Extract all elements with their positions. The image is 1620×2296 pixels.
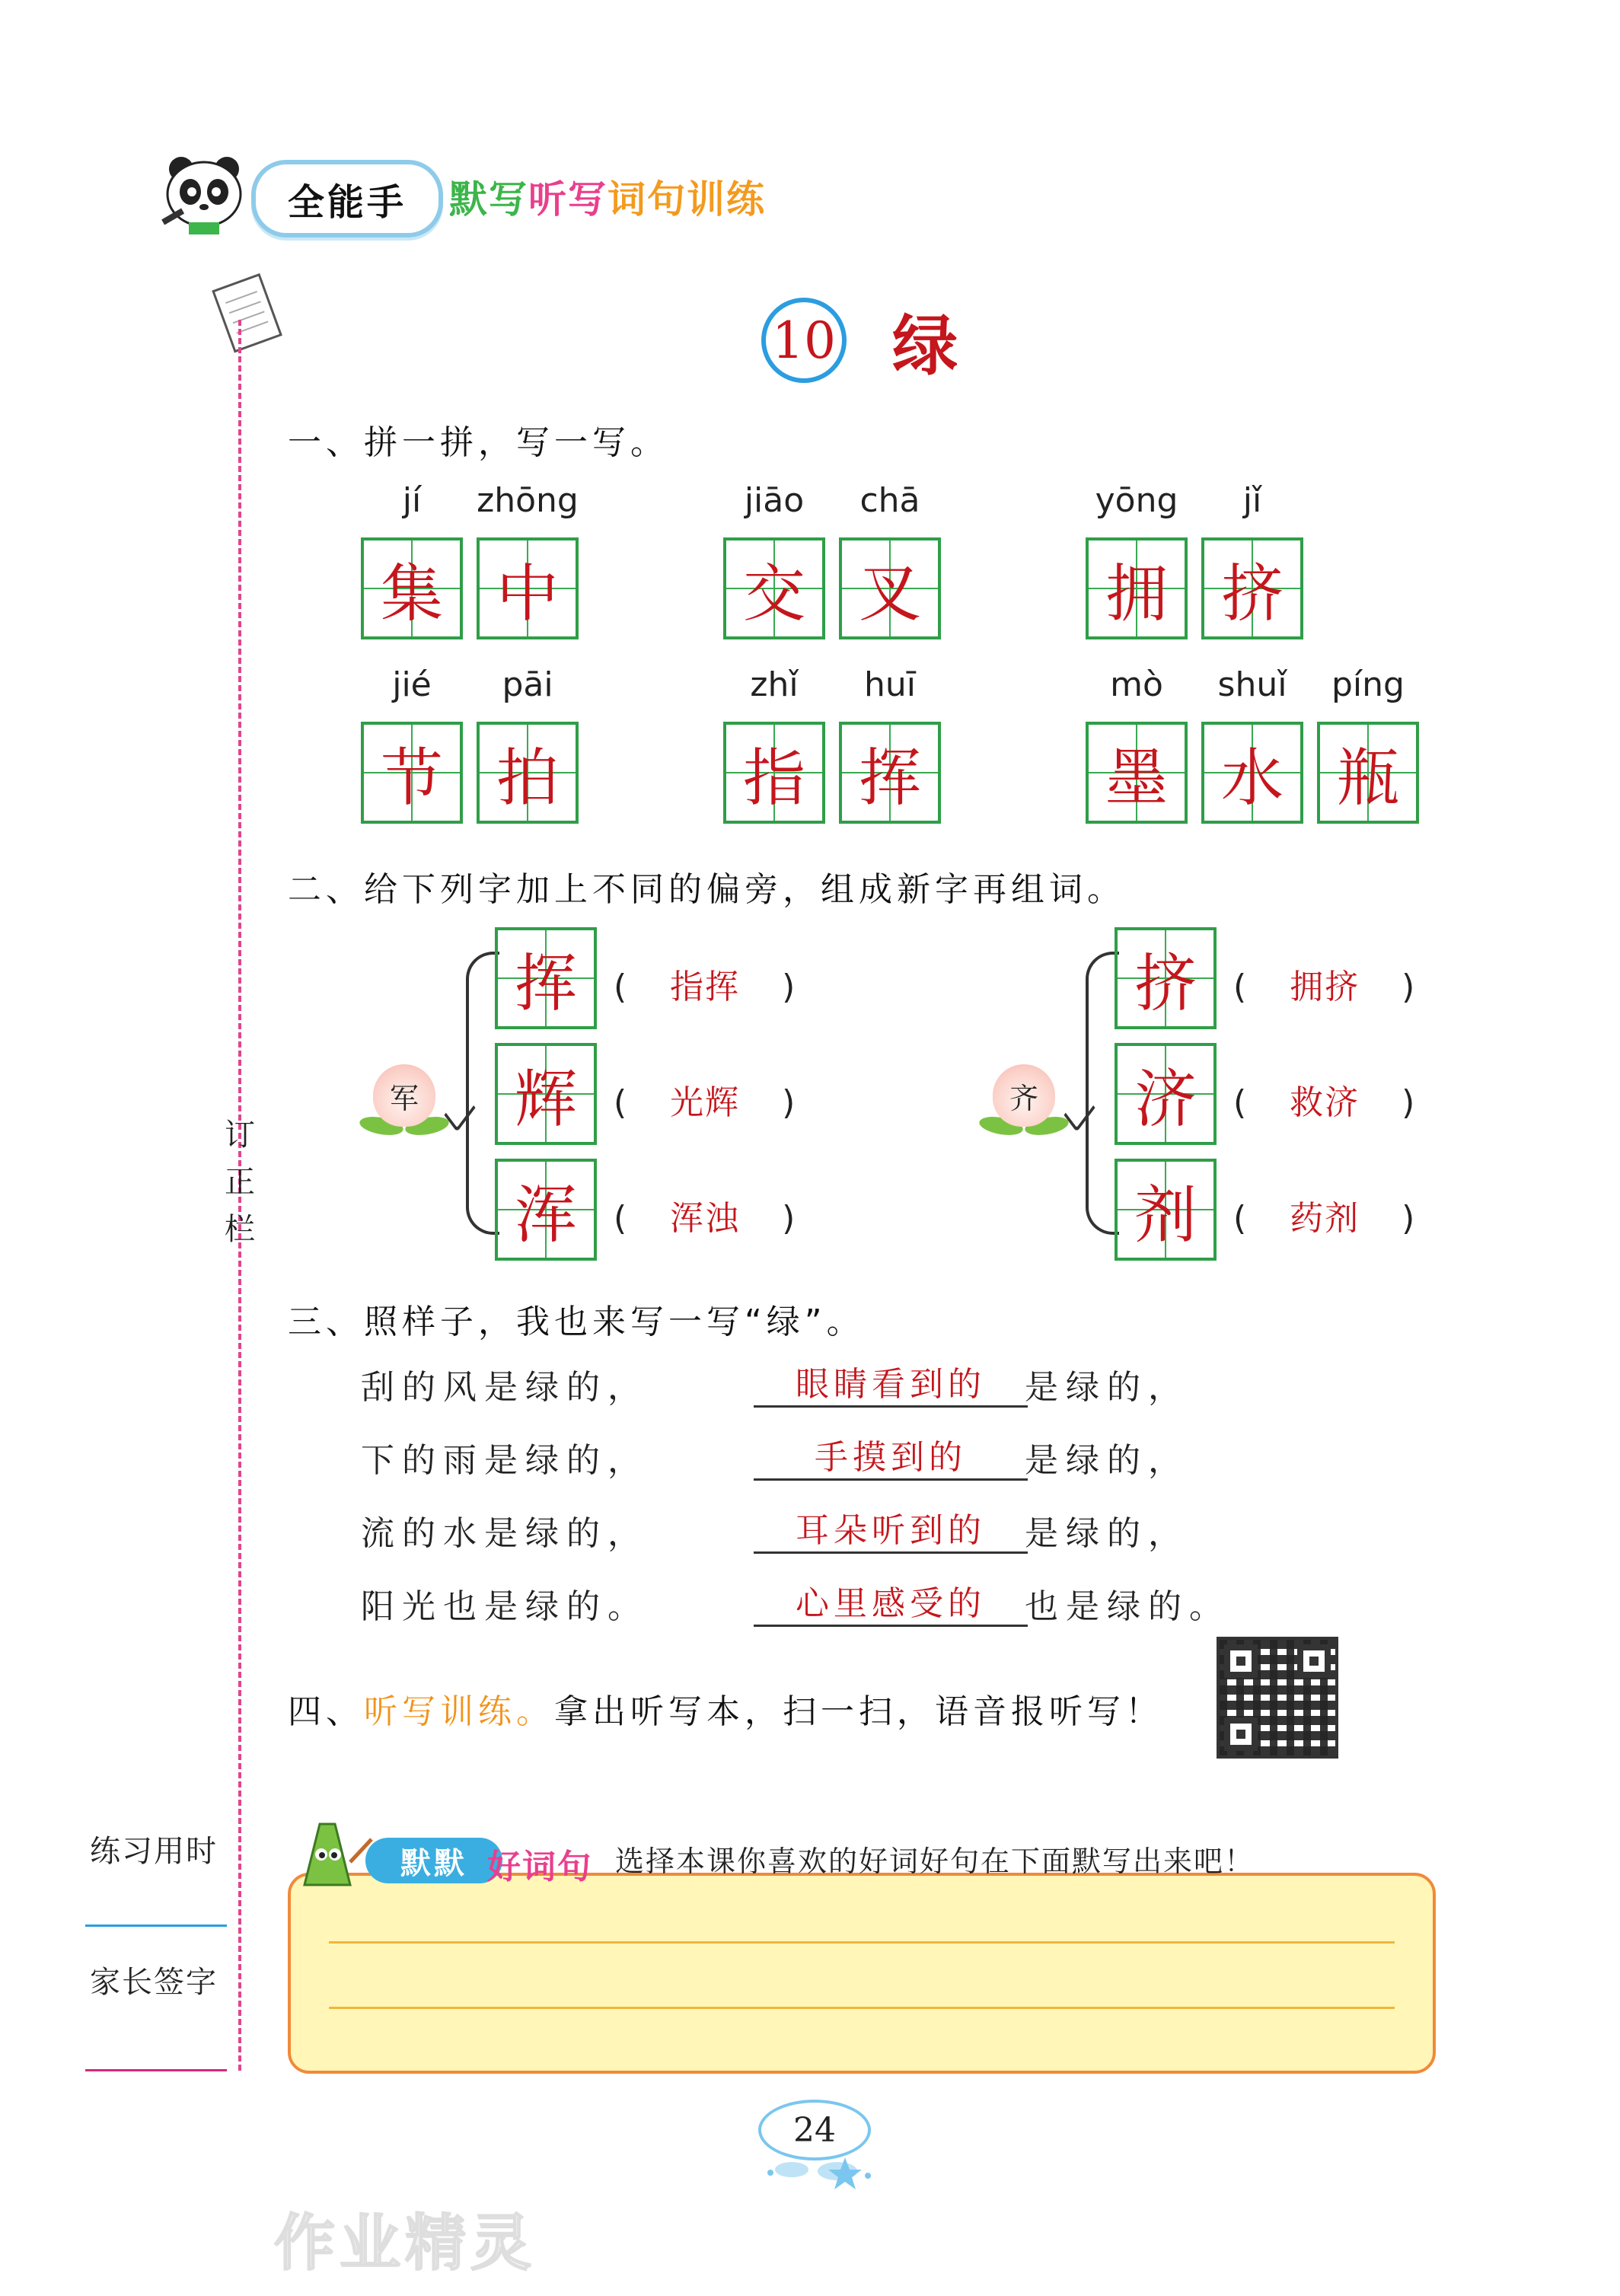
fill-blank[interactable]: 耳朵听到的 (754, 1503, 1028, 1554)
writing-box[interactable]: 叉 (839, 537, 941, 639)
writing-box[interactable]: 墨 (1086, 722, 1188, 824)
writing-box[interactable]: 剂 (1115, 1159, 1217, 1261)
sentence-lead: 阳光也是绿的。 (361, 1587, 649, 1626)
writing-box[interactable]: 拥 (1086, 537, 1188, 639)
sentence-tail: 是绿的， (1025, 1514, 1189, 1553)
good-words-badge (274, 1816, 601, 1889)
watermark-text: 作业精灵 (274, 2208, 536, 2278)
writing-box[interactable]: 水 (1201, 722, 1303, 824)
good-words-writing-area[interactable] (288, 1873, 1436, 2074)
pinyin-label: jiāo (744, 481, 805, 520)
pencil-mascot-icon (274, 1816, 373, 1893)
word-answer: ( 光辉 ) (614, 1083, 797, 1122)
writing-box[interactable]: 集 (361, 537, 463, 639)
pinyin-label: pāi (502, 665, 553, 704)
writing-box[interactable]: 瓶 (1317, 722, 1419, 824)
sentence-lead: 下的雨是绿的， (361, 1441, 649, 1480)
writing-box[interactable]: 节 (361, 722, 463, 824)
panda-mascot-icon (158, 152, 250, 236)
root-character: 军 (373, 1064, 435, 1127)
word-answer: ( 指挥 ) (614, 968, 797, 1006)
writing-box[interactable]: 济 (1115, 1043, 1217, 1145)
lesson-number: 10 (761, 298, 847, 383)
badge-title: 好词句 (487, 1848, 592, 1886)
sentence-tail: 是绿的， (1025, 1441, 1189, 1480)
writing-box[interactable]: 拍 (477, 722, 579, 824)
correction-column-label: 订 正 栏 (225, 1118, 255, 1247)
badge-pill-text: 默默 (365, 1838, 502, 1883)
root-character: 齐 (993, 1064, 1055, 1127)
sentence-tail: 也是绿的。 (1025, 1587, 1230, 1626)
sentence-lead: 刮的风是绿的， (361, 1368, 649, 1407)
writing-box[interactable]: 浑 (495, 1159, 597, 1261)
pinyin-label: píng (1331, 665, 1405, 704)
qr-code-icon[interactable] (1217, 1637, 1338, 1759)
page-number: 24 (758, 2100, 871, 2160)
writing-box[interactable]: 中 (477, 537, 579, 639)
peach-root-icon (982, 1064, 1066, 1133)
writing-box[interactable]: 挥 (839, 722, 941, 824)
practice-time-rule (85, 1924, 227, 1927)
fill-blank[interactable]: 眼睛看到的 (754, 1357, 1028, 1408)
practice-time-label: 练习用时 (90, 1834, 218, 1869)
word-answer: ( 浑浊 ) (614, 1199, 797, 1238)
section-3-heading: 三、照样子，我也来写一写“绿”。 (288, 1303, 865, 1341)
brand-tagline: 默写听写词句训练 (449, 177, 766, 222)
pinyin-label: jí (402, 481, 422, 520)
parent-signature-rule (85, 2069, 227, 2071)
peach-root-icon (362, 1064, 446, 1133)
notebook-icon (199, 266, 291, 358)
sentence-tail: 是绿的， (1025, 1368, 1189, 1407)
writing-box[interactable]: 挤 (1115, 927, 1217, 1029)
fill-blank[interactable]: 手摸到的 (754, 1430, 1028, 1481)
writing-box[interactable]: 挥 (495, 927, 597, 1029)
word-answer: ( 药剂 ) (1233, 1199, 1417, 1238)
pinyin-label: jǐ (1242, 481, 1262, 520)
star-decoration-icon (761, 2154, 875, 2192)
brand-name: 全能手 (251, 160, 443, 238)
pinyin-label: zhǐ (750, 665, 799, 704)
word-answer: ( 救济 ) (1233, 1083, 1417, 1122)
pinyin-label: chā (859, 481, 920, 520)
word-answer: ( 拥挤 ) (1233, 968, 1417, 1006)
writing-box[interactable]: 交 (723, 537, 825, 639)
writing-box[interactable]: 指 (723, 722, 825, 824)
section-2-heading: 二、给下列字加上不同的偏旁，组成新字再组词。 (288, 870, 1125, 909)
lesson-title-bar (761, 293, 958, 387)
writing-box[interactable]: 挤 (1201, 537, 1303, 639)
pinyin-label: zhōng (477, 481, 579, 520)
lesson-title: 绿 (892, 308, 958, 384)
pinyin-label: jié (392, 665, 432, 704)
writing-box[interactable]: 辉 (495, 1043, 597, 1145)
pinyin-label: yōng (1095, 481, 1178, 520)
pinyin-label: mò (1110, 665, 1163, 704)
pinyin-label: shuǐ (1217, 665, 1287, 704)
fill-blank[interactable]: 心里感受的 (754, 1576, 1028, 1627)
good-words-instruction: 选择本课你喜欢的好词好句在下面默写出来吧！ (615, 1845, 1255, 1878)
section-4-heading: 四、听写训练。拿出听写本，扫一扫，语音报听写！ (288, 1692, 1163, 1731)
sentence-lead: 流的水是绿的， (361, 1514, 649, 1553)
parent-signature-label: 家长签字 (90, 1965, 218, 2000)
pinyin-label: huī (864, 665, 916, 704)
section-1-heading: 一、拼一拼，写一写。 (288, 423, 668, 462)
